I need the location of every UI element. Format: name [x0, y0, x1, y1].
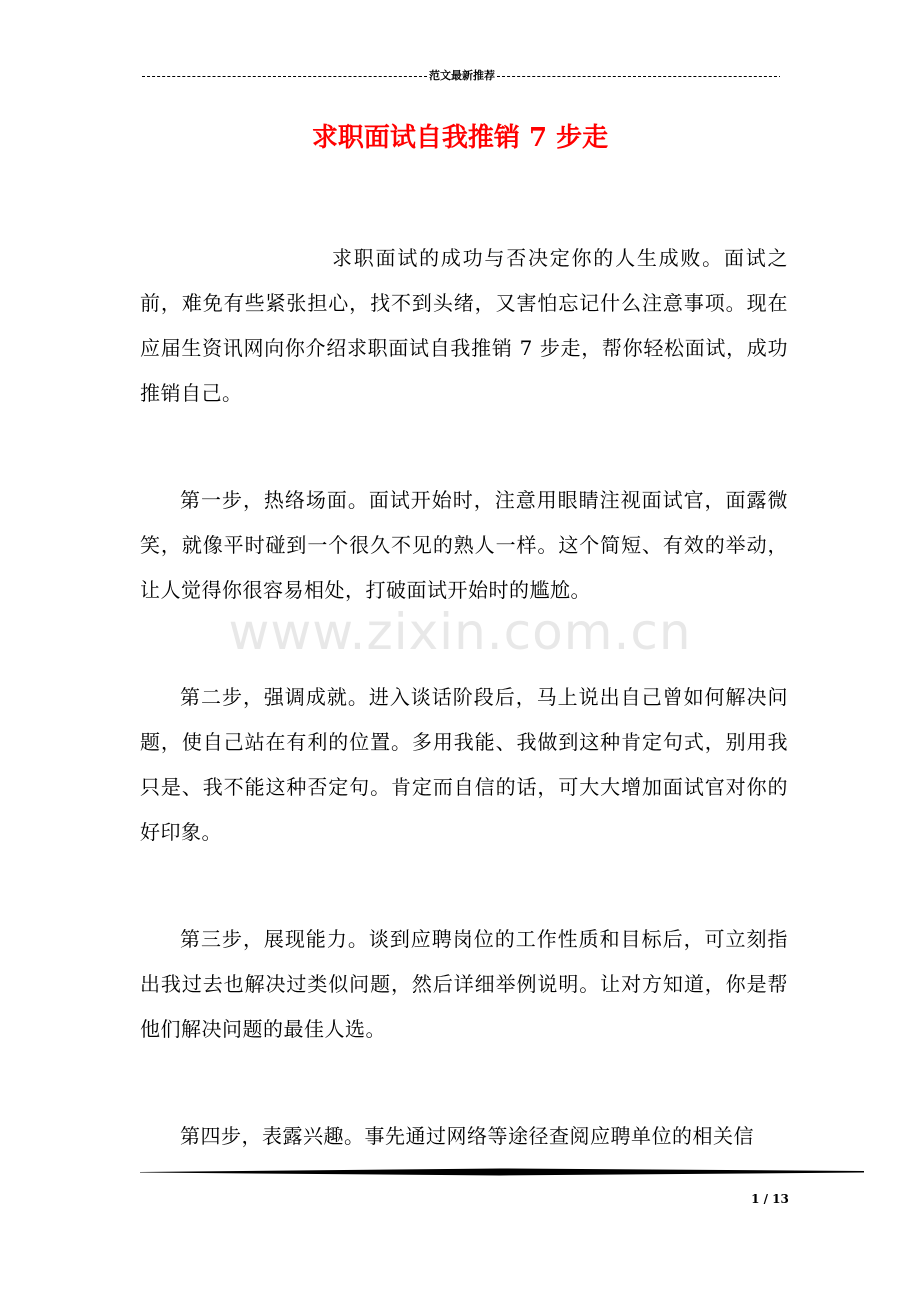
document-title: 求职面试自我推销 7 步走: [311, 123, 609, 153]
step-3-paragraph: 第三步，展现能力。谈到应聘岗位的工作性质和目标后，可立刻指出我过去也解决过类似问题，然后详细举例说明。让对方知道，你是帮他们解决问题的最佳人选。: [140, 927, 788, 1041]
document-body: [140, 236, 788, 1221]
step-1-paragraph: 第一步，热络场面。面试开始时，注意用眼睛注视面试官，面露微笑，就像平时碰到一个很久不见的熟人一样。这个简短、有效的举动，让人觉得你很容易相处，打破面试开始时的尴尬。: [140, 488, 788, 602]
intro-paragraph: 求职面试的成功与否决定你的人生成败。面试之前，难免有些紧张担心，找不到头绪，又害怕忘记什么注意事项。现在应届生资讯网向你介绍求职面试自我推销 7 步走，帮你轻松面试，成功推销自己。: [140, 246, 788, 405]
watermark: www.zixin.com.cn: [228, 603, 692, 661]
page-number: 1 / 13: [751, 1192, 789, 1206]
step-4-paragraph: 第四步，表露兴趣。事先通过网络等途径查阅应聘单位的相关信: [180, 1124, 754, 1148]
header-dash-right: [497, 76, 780, 77]
step-2-paragraph: 第二步，强调成就。进入谈话阶段后，马上说出自己曾如何解决问题，使自己站在有利的位置。多用我能、我做到这种肯定句式，别用我只是、我不能这种否定句。肯定而自信的话，可大大增加面试官对你的好印象。: [140, 685, 788, 844]
header-dash-left: [142, 76, 427, 77]
page-header: [140, 68, 780, 84]
header-label: 范文最新推荐: [429, 69, 495, 82]
footer-rule: [140, 1168, 864, 1176]
